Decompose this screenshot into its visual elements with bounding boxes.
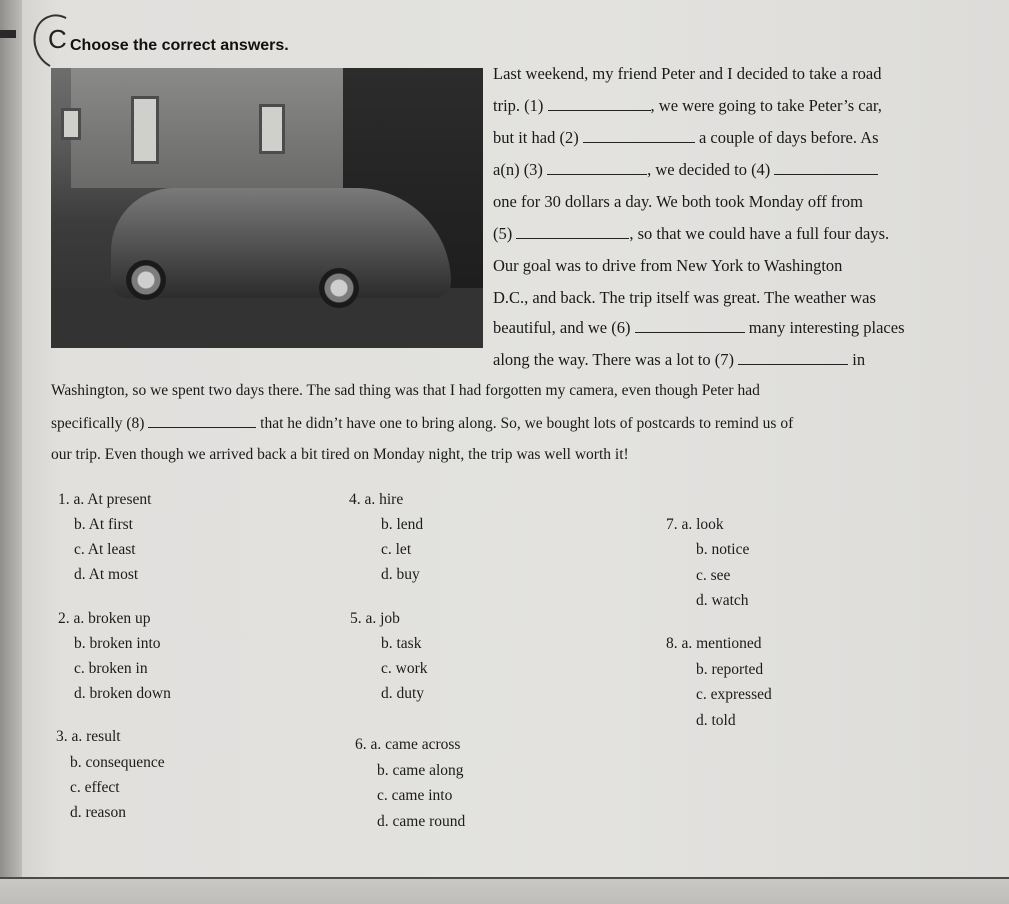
question-4-option-b[interactable]: b. lend: [381, 516, 424, 533]
question-4-option-a[interactable]: 4. a. hire: [349, 491, 404, 508]
passage-text-segment: (5): [493, 224, 517, 243]
question-7-option-d[interactable]: d. watch: [696, 592, 749, 609]
passage-line: [493, 224, 889, 244]
passage-line: [51, 382, 760, 400]
passage-text-segment: along the way. There was a lot to (7): [493, 350, 739, 369]
passage-line: [51, 414, 793, 433]
section-letter: C: [48, 24, 67, 54]
question-8-option-c[interactable]: c. expressed: [696, 686, 772, 703]
window-shape: [61, 108, 81, 140]
passage-line: [493, 350, 865, 370]
passage-text-segment: beautiful, and we (6): [493, 318, 635, 337]
window-shape: [131, 96, 159, 164]
question-6-option-b[interactable]: b. came along: [377, 762, 464, 779]
question-5-option-a[interactable]: 5. a. job: [350, 610, 400, 627]
passage-line: [493, 64, 882, 84]
question-1-option-c[interactable]: c. At least: [74, 541, 136, 558]
question-2-option-b[interactable]: b. broken into: [74, 635, 161, 652]
question-3-option-d[interactable]: d. reason: [70, 804, 126, 821]
passage-text-segment: , we decided to (4): [647, 160, 775, 179]
question-6-option-a[interactable]: 6. a. came across: [355, 736, 461, 753]
answer-blank[interactable]: [516, 225, 629, 239]
question-8-option-a[interactable]: 8. a. mentioned: [666, 635, 762, 652]
passage-text-segment: Washington, so we spent two days there. The sad thing was that I had forgotten my camera, even though Peter had: [51, 382, 760, 399]
question-1-option-a[interactable]: 1. a. At present: [58, 491, 152, 508]
question-2-option-c[interactable]: c. broken in: [74, 660, 148, 677]
question-6-option-c[interactable]: c. came into: [377, 787, 453, 804]
passage-text-segment: our trip. Even though we arrived back a bit tired on Monday night, the trip was well worth it!: [51, 446, 629, 463]
question-1-option-d[interactable]: d. At most: [74, 566, 139, 583]
passage-line: [493, 160, 878, 180]
passage-text-segment: specifically (8): [51, 415, 149, 432]
answer-blank[interactable]: [547, 161, 647, 175]
passage-text-segment: , we were going to take Peter’s car,: [650, 96, 882, 115]
question-7-option-a[interactable]: 7. a. look: [666, 516, 724, 533]
question-2-option-a[interactable]: 2. a. broken up: [58, 610, 151, 627]
window-shape: [259, 104, 285, 154]
car-photo: [51, 68, 483, 348]
page-shadow: [0, 879, 1009, 904]
passage-text-segment: one for 30 dollars a day. We both took Monday off from: [493, 192, 864, 211]
passage-line: [493, 318, 905, 338]
passage-text-segment: a couple of days before. As: [694, 128, 879, 147]
question-3-option-b[interactable]: b. consequence: [70, 754, 165, 771]
question-5-option-c[interactable]: c. work: [381, 660, 428, 677]
question-4-option-d[interactable]: d. buy: [381, 566, 420, 583]
answer-blank[interactable]: [738, 351, 848, 365]
passage-line: [493, 288, 876, 308]
passage-text-segment: that he didn’t have one to bring along. So, we bought lots of postcards to remind us of: [256, 415, 794, 432]
question-5-option-b[interactable]: b. task: [381, 635, 422, 652]
passage-line: [493, 128, 879, 148]
question-4-option-c[interactable]: c. let: [381, 541, 412, 558]
passage-text-segment: trip. (1): [493, 96, 548, 115]
margin-mark: [0, 30, 16, 38]
answer-blank[interactable]: [548, 97, 651, 111]
building-shape: [71, 68, 371, 188]
question-7-option-c[interactable]: c. see: [696, 567, 731, 584]
answer-blank[interactable]: [774, 161, 878, 175]
question-2-option-d[interactable]: d. broken down: [74, 685, 171, 702]
passage-line: [493, 192, 863, 212]
question-3-option-c[interactable]: c. effect: [70, 779, 120, 796]
wheel-shape: [126, 260, 166, 300]
page-gutter: [0, 0, 22, 904]
question-8-option-d[interactable]: d. told: [696, 712, 736, 729]
question-6-option-d[interactable]: d. came round: [377, 813, 466, 830]
passage-line: [493, 256, 842, 276]
passage-text-segment: , so that we could have a full four days.: [629, 224, 890, 243]
answer-blank[interactable]: [583, 129, 695, 143]
wheel-shape: [319, 268, 359, 308]
passage-text-segment: but it had (2): [493, 128, 583, 147]
answer-blank[interactable]: [148, 414, 256, 428]
question-3-option-a[interactable]: 3. a. result: [56, 728, 121, 745]
question-7-option-b[interactable]: b. notice: [696, 541, 750, 558]
passage-text-segment: D.C., and back. The trip itself was great. The weather was: [493, 288, 876, 307]
passage-text-segment: many interesting places: [744, 318, 905, 337]
question-1-option-b[interactable]: b. At first: [74, 516, 133, 533]
question-5-option-d[interactable]: d. duty: [381, 685, 425, 702]
passage-line: [493, 96, 882, 116]
exercise-title: Choose the correct answers.: [70, 37, 289, 54]
passage-text-segment: Last weekend, my friend Peter and I decided to take a road: [493, 64, 882, 83]
passage-text-segment: Our goal was to drive from New York to Washington: [493, 256, 843, 275]
passage-line: [51, 446, 629, 464]
question-8-option-b[interactable]: b. reported: [696, 661, 764, 678]
passage-text-segment: in: [848, 350, 866, 369]
passage-text-segment: a(n) (3): [493, 160, 548, 179]
answer-blank[interactable]: [635, 319, 745, 333]
